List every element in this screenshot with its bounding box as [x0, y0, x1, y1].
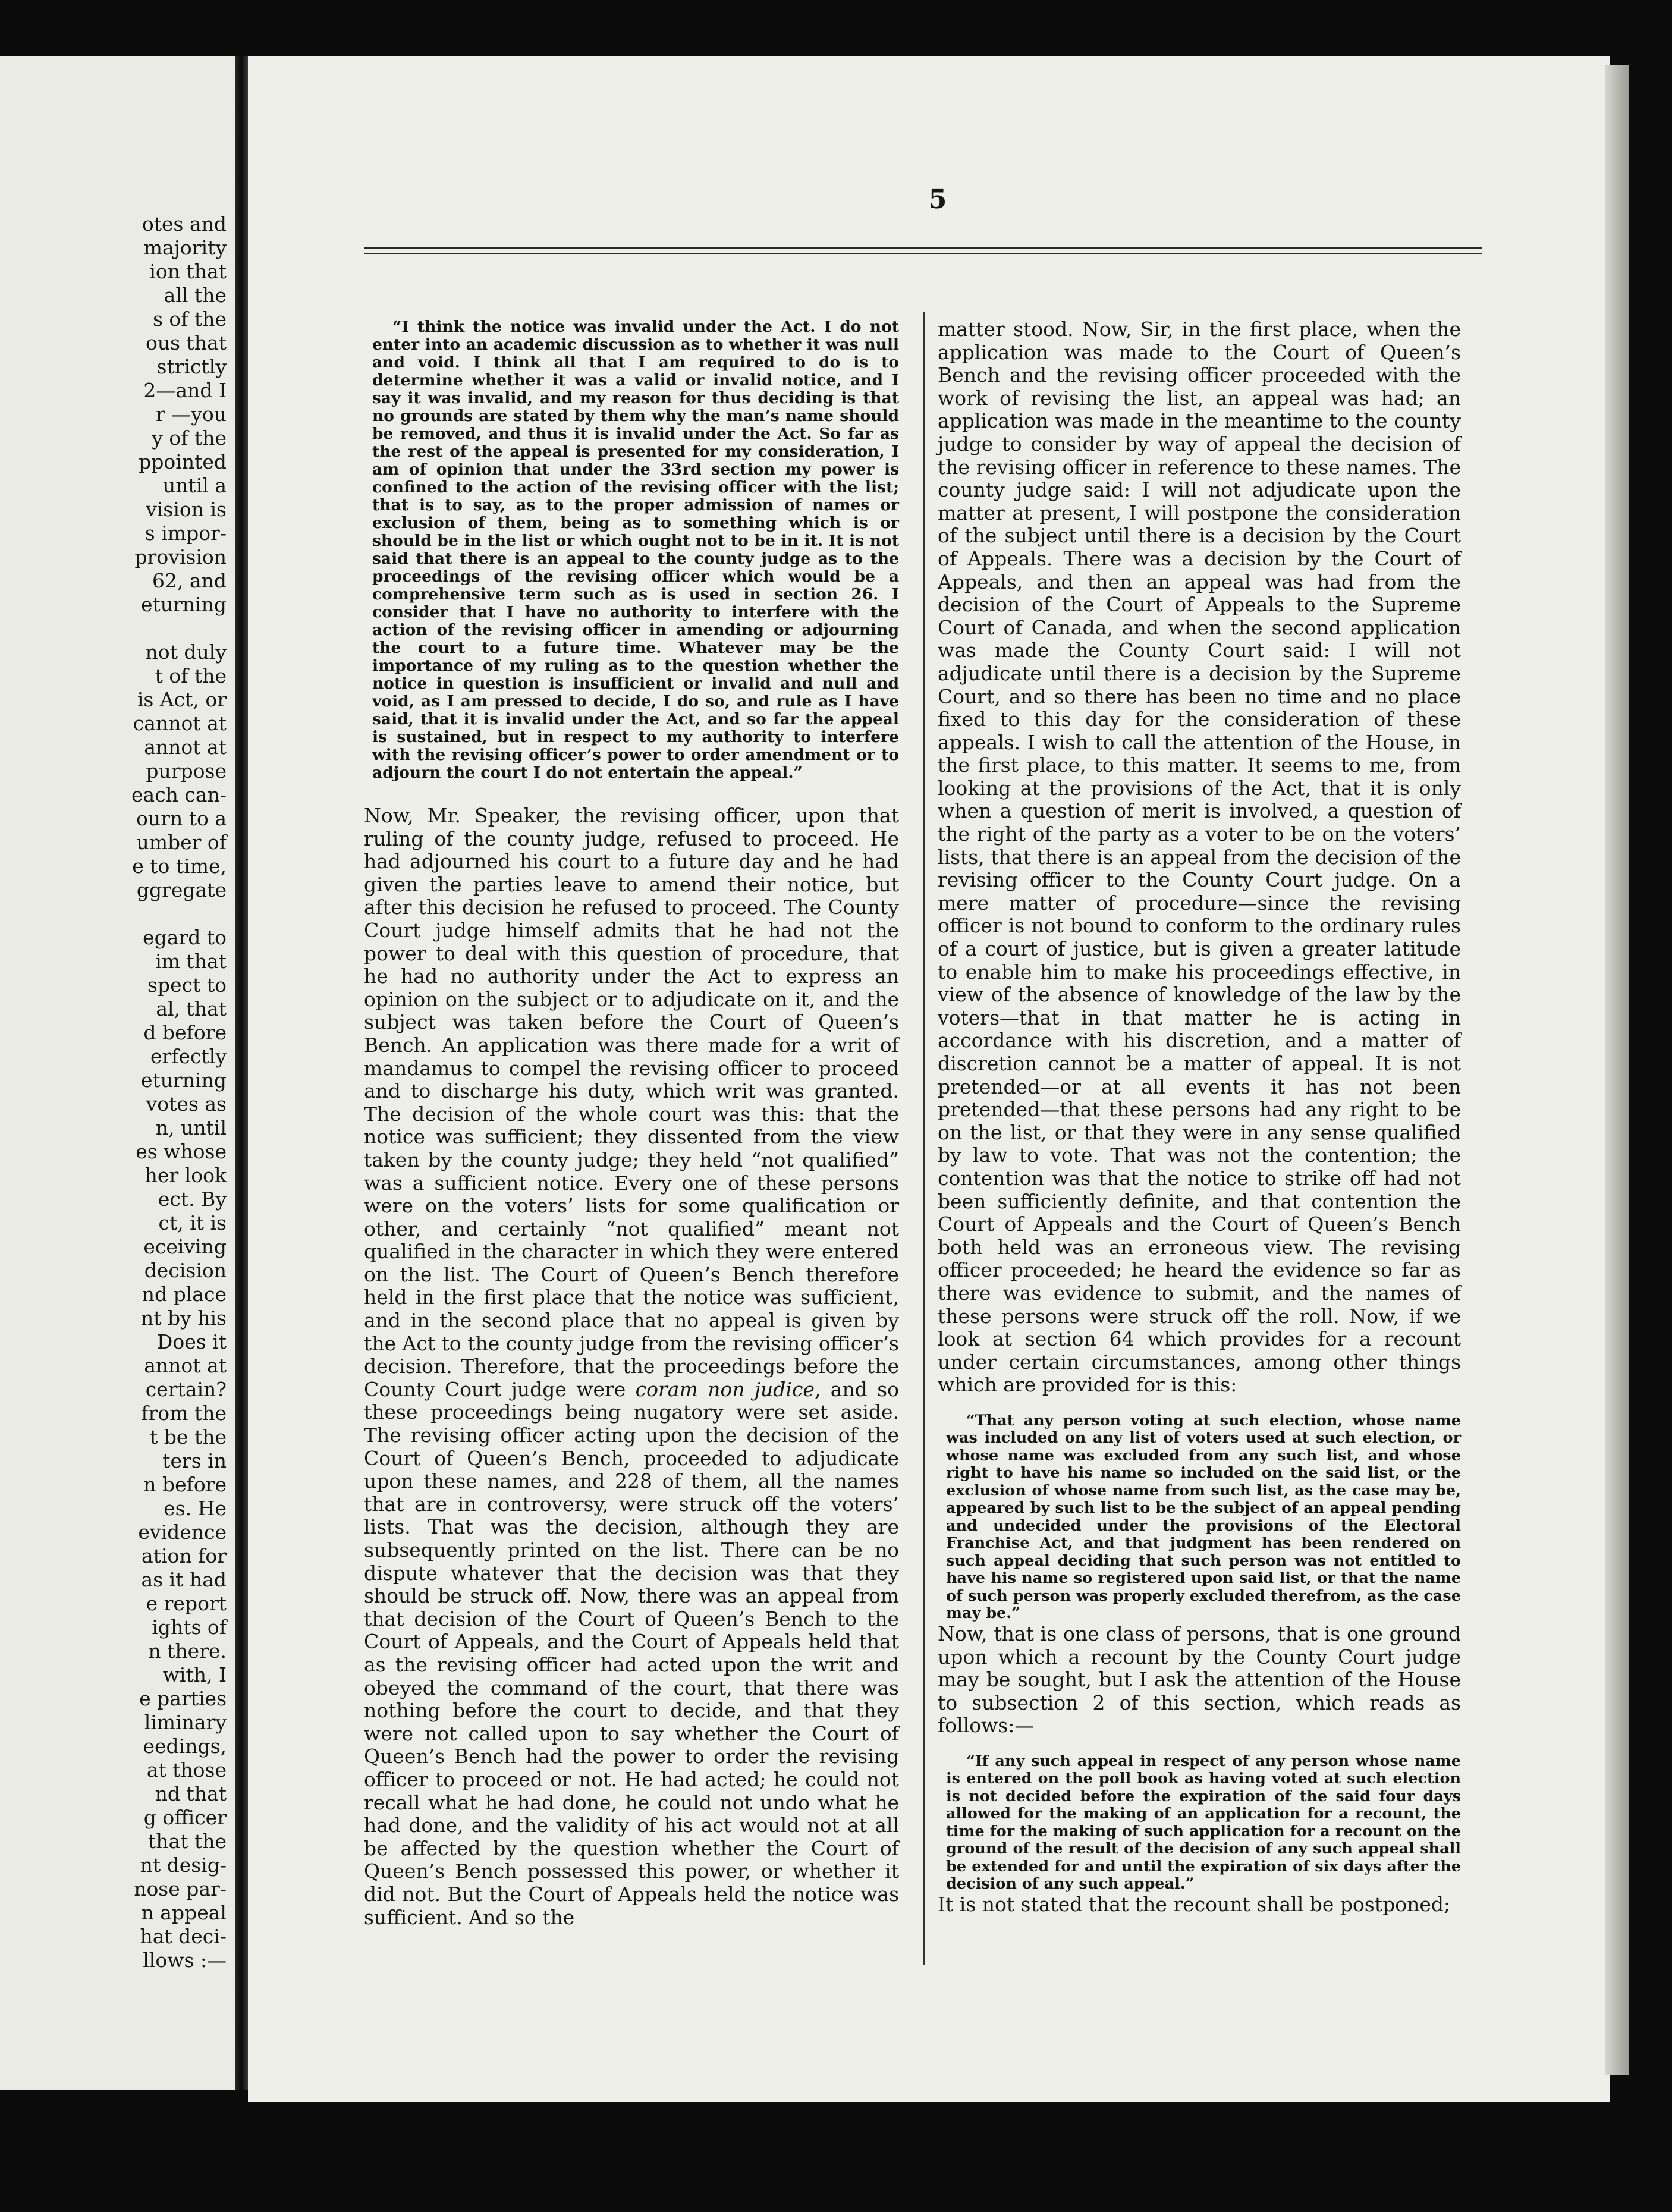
left-page-line: annot at: [144, 1354, 227, 1377]
paragraph-matter-stood: matter stood. Now, Sir, in the first place, when the application was made to the Court of Queen’s Bench and the revising officer proceeded with the work of revising the list, an appeal was had; an application was made in the meantime to the county judge to consider by way of appeal the decision of the revising officer in reference to these names. The county judge said: I will not adjudicate upon the matter at present, I will postpone the consideration of the subject until there is a decision by the Court of Appeals. There was a decision by the Court of Appeals, and then an appeal was had from the decision of the Court of Appeals to the Supreme Court of Canada, and when the second application was made the County Court said: I will not adjudicate until there is a decision by the Supreme Court, and so there has been no time and no place fixed to this day for the consideration of these appeals. I wish to call the attention of the House, in the first place, to this matter. It seems to me, from looking at the provisions of the Act, that it is only when a question of merit is involved, a question of the right of the party as a voter to be on the voters’ lists, that there is an appeal from the decision of the revising officer to the County Court judge. On a mere matter of procedure—since the revising officer is not bound to conform to the ordinary rules of a court of justice, but is given a greater latitude to enable him to make his proceedings effective, in view of the absence of knowledge of the law by the voters—that in that matter he is acting in accordance with his discretion, and a matter of discretion cannot be a matter of appeal. It is not pretended—or at all events it has not been pretended—that these persons had any right to be on the list, or that they were in any sense qualified by law to vote. That was not the contention; the contention was that the notice to strike off had not been sufficiently definite, and that contention the Court of Appeals and the Court of Queen’s Bench both held was an erroneous view. The revising officer proceeded; he heard the evidence so far as there was evidence to submit, and the names of these persons were struck off the roll. Now, if we look at section 64 which provides for a recount under certain circumstances, among other things which are provided for is this:: [938, 318, 1461, 1397]
quote-county-judge-ruling: “I think the notice was invalid under the Act. I do not enter into an academic discussion as to whether it was null and void. I think all that I am required to do is to determine whether it was a valid or invalid notice, and I say it was invalid, and my reason for thus deciding is that no grounds are stated by them why the man’s name should be removed, and thus it is invalid under the Act. So far as the rest of the appeal is presented for my consideration, I am of opinion that under the 33rd section my power is confined to the action of the revising officer with the list; that is to say, as to the proper admission of names or exclusion of them, being as to something which is or should be in the list or which ought not to be in it. It is not said that there is an appeal to the county judge as to the proceedings of the revising officer which would be a comprehensive term such as is used in section 26. I consider that I have no authority to interfere with the action of the revising officer in amending or adjourning the court to a future time. Whatever may be the importance of my ruling as to the question whether the notice in question is insufficient or invalid and null and void, as I am pressed to decide, I do so, and rule as I have said, that it is invalid under the Act, and so far the appeal is sustained, but in respect to my authority to interfere with the revising officer’s power to order amendment or to adjourn the court I do not entertain the appeal.”: [372, 318, 899, 782]
left-page-line: d before: [143, 1021, 227, 1044]
left-page-line: e parties: [139, 1687, 227, 1710]
left-page-fragment: [0, 56, 235, 2090]
left-page-line: that the: [148, 1830, 227, 1853]
left-page-line: ct, it is: [158, 1211, 227, 1234]
left-page-line: r —you: [155, 403, 227, 426]
left-page-line: not duly: [145, 640, 227, 664]
left-page-line: as it had: [141, 1568, 227, 1591]
page-number: 5: [928, 184, 947, 215]
left-page-line: ters in: [162, 1449, 227, 1472]
left-page-line: liminary: [144, 1711, 227, 1734]
left-page-line: e to time,: [132, 854, 227, 878]
left-page-line: certain?: [145, 1378, 227, 1401]
right-column: [938, 318, 1461, 1916]
left-page-line: is Act, or: [137, 688, 227, 711]
left-page-line: n appeal: [141, 1901, 227, 1924]
left-page-line: s impor-: [144, 521, 227, 545]
left-page-line: purpose: [146, 759, 227, 783]
left-page-line: from the: [141, 1402, 227, 1425]
left-column: [364, 318, 899, 1929]
quote-section-64: “That any person voting at such election, whose name was included on any list of voters used at such election, or whose name was excluded from any such list, and whose right to have his name so included on the said list, or the exclusion of whose name from such list, as the case may be, appeared by such list to be the subject of an appeal pending and undecided under the provisions of the Electoral Franchise Act, and that judgment has been rendered on such appeal deciding that such person was not entitled to have his name so registered upon said list, or that the name of such person was properly excluded therefrom, as the case may be.”: [946, 1411, 1461, 1623]
left-page-line: until a: [162, 474, 227, 497]
left-page-line: nose par-: [134, 1877, 227, 1900]
header-rule-bottom: [364, 253, 1482, 254]
left-page-line: s of the: [152, 307, 227, 331]
left-page-line: nt by his: [140, 1306, 227, 1330]
left-page-line: hat deci-: [140, 1925, 227, 1948]
left-page-line: nd that: [155, 1782, 227, 1805]
paragraph-revising-officer: [364, 805, 899, 1929]
left-page-line: her look: [144, 1164, 227, 1187]
paragraph-text-end: , and so these proceedings being nugatory were set aside. The revising officer acting upon the decision of the Court of Queen’s Bench, proceeded to adjudicate upon these names, and 228 of them, all the names that are in controversy, were struck off the voters’ lists. That was the decision, although they are subsequently printed on the list. There can be no dispute whatever that the decision was that they should be struck off. Now, there was an appeal from that decision of the Court of Queen’s Bench to the Court of Appeals, and the Court of Appeals held that as the revising officer had acted upon the writ and obeyed the command of the court, that there was nothing before the court to decide, and that they were not called upon to say whether the Court of Queen’s Bench had the power to order the revising officer to proceed or not. He had acted; he could not recall what he had done, he could not undo what he had done, and the validity of his act would not at all be affected by the question whether the Court of Queen’s Bench possessed this power, or whether it did not. But the Court of Appeals held the notice was sufficient. And so the: [364, 1377, 899, 1929]
left-page-line: ect. By: [158, 1187, 227, 1211]
left-page-line: ights of: [152, 1616, 227, 1639]
left-page-line: e report: [146, 1592, 227, 1615]
left-page-line: ppointed: [139, 450, 227, 473]
left-page-line: each can-: [131, 783, 227, 806]
left-page-line: ourn to a: [136, 807, 227, 830]
left-page-line: all the: [164, 284, 227, 307]
left-page-line: n, until: [155, 1116, 227, 1139]
left-page-line: eturning: [140, 1069, 227, 1092]
left-page-line: 62, and: [152, 569, 227, 592]
left-page-line: eedings,: [143, 1735, 227, 1758]
left-page-line: ation for: [142, 1544, 227, 1567]
left-page-line: annot at: [144, 736, 227, 759]
column-divider: [923, 312, 925, 1965]
left-page-line: t of the: [155, 664, 227, 687]
left-page-line: votes as: [146, 1092, 227, 1116]
left-page-line: provision: [134, 545, 227, 568]
left-page-line: cannot at: [133, 712, 227, 735]
left-page-line: otes and: [142, 212, 227, 235]
left-page-line: al, that: [156, 997, 227, 1020]
left-page-line: majority: [143, 236, 227, 259]
left-page-line: y of the: [152, 426, 227, 450]
left-page-line: umber of: [136, 831, 227, 854]
left-page-line: strictly: [156, 355, 227, 378]
left-page-line: t be the: [150, 1425, 227, 1449]
left-page-line: eceiving: [143, 1235, 227, 1258]
left-page-line: ion that: [149, 260, 227, 283]
left-page-line: n there.: [148, 1639, 227, 1663]
left-page-line: decision: [144, 1259, 227, 1282]
italic-latin-phrase: coram non judice: [635, 1377, 815, 1401]
left-page-line: n before: [143, 1473, 227, 1496]
left-page-line: g officer: [143, 1806, 227, 1829]
left-page-line: 2—and I: [143, 379, 227, 402]
quote-subsection-2: “If any such appeal in respect of any person whose name is entered on the poll book as having voted at such election is not decided before the expiration of the said four days allowed for the making of an application for a recount, the time for the making of such application for a recount on the ground of the result of the decision of any such appeal shall be extended for and until the expiration of six days after the decision of any such appeal.”: [946, 1752, 1461, 1893]
paragraph-not-stated: It is not stated that the recount shall be postponed;: [938, 1892, 1451, 1916]
left-page-line: at those: [146, 1758, 227, 1781]
left-page-line: eturning: [140, 593, 227, 616]
paragraph-text-start: Now, Mr. Speaker, the revising officer, upon that ruling of the county judge, refused to proceed. He had adjourned his court to a future day and he had given the parties leave to amend their notice, but after this decision he refused to proceed. The County Court judge himself admits that he had not the power to deal with this question of procedure, that he had no authority under the Act to express an opinion on the subject or to adjudicate on it, and the subject was taken before the Court of Queen’s Bench. An application was there made for a writ of mandamus to compel the revising officer to proceed and to discharge his duty, which writ was granted. The decision of the whole court was this: that the notice was sufficient; they dissented from the view taken by the county judge; they held “not qualified” was a sufficient notice. Every one of these persons were on the voters’ lists for some qualification or other, and certainly “not qualified” meant not qualified in the character in which they were entered on the list. The Court of Queen’s Bench therefore held in the first place that the notice was sufficient, and in the second place that no appeal is given by the Act to the county judge from the revising officer’s decision. Therefore, that the proceedings before the County Court judge were: [364, 804, 899, 1401]
paragraph-one-class: Now, that is one class of persons, that is one ground upon which a recount by the County Court judge may be sought, but I ask the attention of the House to subsection 2 of this section, which reads as follows:—: [938, 1622, 1461, 1737]
left-page-line: vision is: [146, 498, 227, 521]
left-page-line: es. He: [164, 1497, 227, 1520]
left-page-line: im that: [155, 950, 227, 973]
left-page-line: Does it: [156, 1330, 227, 1353]
page-edge-shadow: [1605, 65, 1629, 2075]
left-page-line: egard to: [143, 926, 227, 949]
left-page-line: evidence: [138, 1520, 227, 1544]
main-page: [248, 56, 1610, 2102]
left-page-line: es whose: [136, 1140, 227, 1163]
left-page-line: nd place: [142, 1283, 227, 1306]
book-gutter: [235, 56, 248, 2090]
left-page-line: with, I: [162, 1663, 227, 1686]
left-page-line: nt desig-: [140, 1853, 227, 1877]
left-page-line: ggregate: [136, 878, 227, 901]
left-page-line: erfectly: [150, 1045, 227, 1068]
left-page-line: llows :—: [143, 1949, 227, 1972]
left-page-line: spect to: [147, 973, 227, 997]
left-page-line: ous that: [146, 331, 227, 354]
header-rule-top: [364, 247, 1482, 249]
